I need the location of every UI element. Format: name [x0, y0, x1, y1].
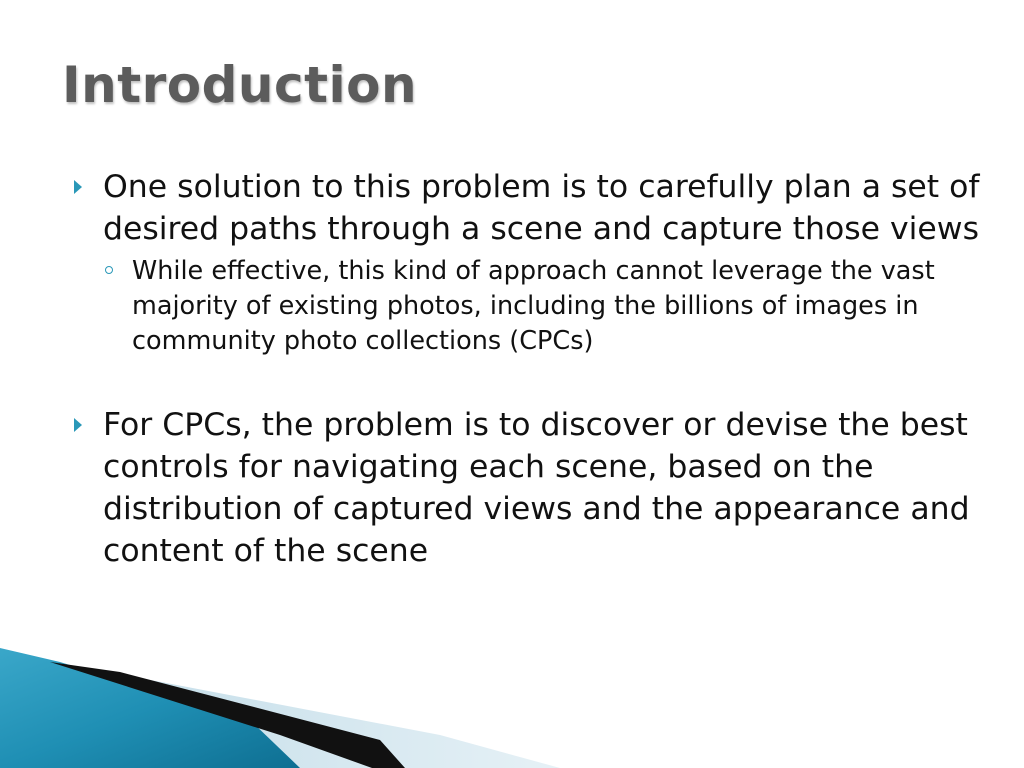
bullet-text: One solution to this problem is to carefully plan a set of desired paths through a scene and capture those views [103, 169, 980, 247]
bullet-item [72, 404, 992, 572]
dark-stripe [50, 662, 405, 768]
bullet-spacer [72, 359, 992, 404]
light-band [0, 652, 560, 768]
ring-bullet-icon [105, 266, 113, 274]
triangle-bullet-icon [74, 418, 82, 432]
slide-title: Introduction [62, 56, 418, 114]
triangle-bullet-icon [74, 180, 82, 194]
teal-band [0, 648, 300, 768]
sub-bullet-item [101, 254, 992, 359]
bullet-item [72, 166, 992, 250]
sub-bullet-text: While effective, this kind of approach cannot leverage the vast majority of existing photos, including the billions of images in community photo collections (CPCs) [132, 256, 935, 356]
bullet-text: For CPCs, the problem is to discover or devise the best controls for navigating each scene, based on the distribution of captured views and the appearance and content of the scene [103, 407, 970, 569]
slide-body [72, 166, 992, 572]
